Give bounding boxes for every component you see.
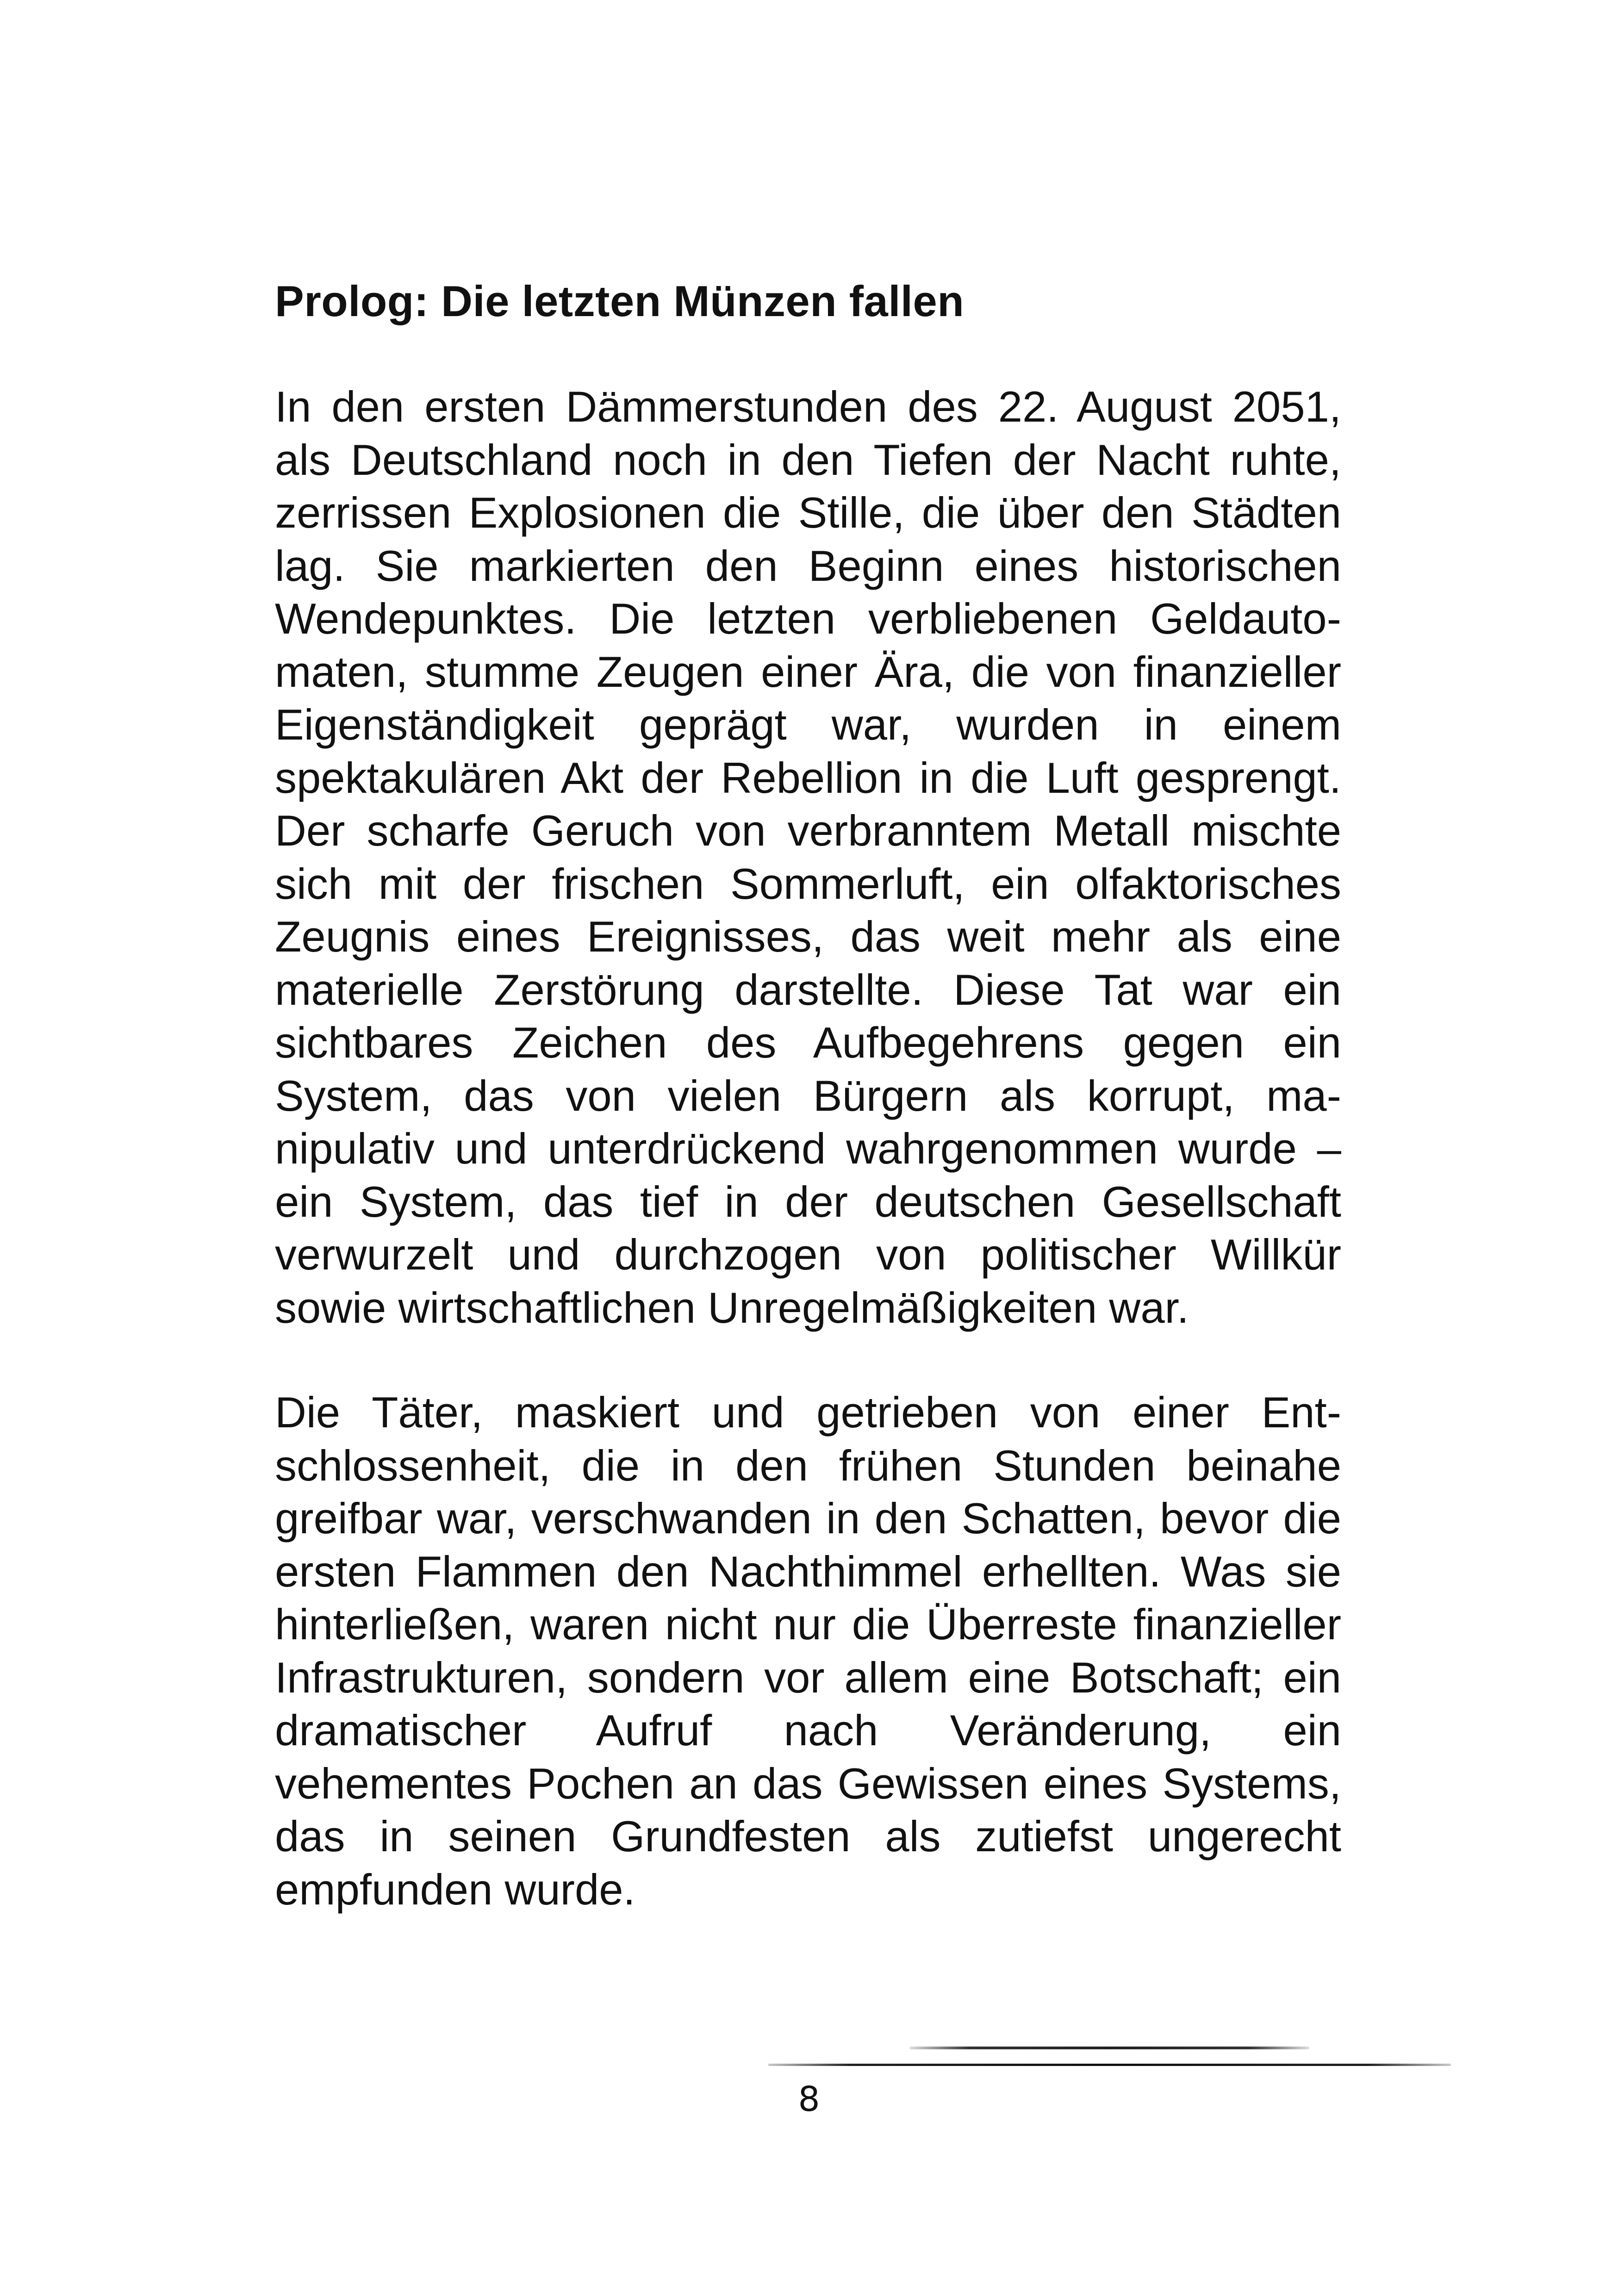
footer-rule-long <box>768 2064 1451 2066</box>
page-content <box>275 271 1341 1916</box>
paragraph-1: In den ersten Dämmerstunden des 22. August 2051, als Deutschland noch in den Tiefen der Nacht ruhte, zerrissen Explosionen die Stille, die über den Städten lag. Sie markierten den Beginn eines historischen Wendepunktes. Die letzten verbliebenen Geldautomaten, stumme Zeugen einer Ära, die von finanzieller Eigenständigkeit geprägt war, wurden in einem spektakulären Akt der Rebellion in die Luft gesprengt. Der scharfe Geruch von verbranntem Metall mischte sich mit der frischen Sommerluft, ein olfaktorisches Zeugnis eines Ereignisses, das weit mehr als eine materielle Zerstörung darstellte. Diese Tat war ein sichtbares Zeichen des Aufbegehrens gegen ein System, das von vielen Bürgern als korrupt, manipulativ und unterdrückend wahrgenommen wurde – ein System, das tief in der deutschen Gesellschaft verwurzelt und durchzogen von politischer Willkür sowie wirtschaftlichen Unregelmäßigkeiten war. <box>275 382 1341 1332</box>
page-number: 8 <box>798 2079 820 2119</box>
paragraph-2: Die Täter, maskiert und getrieben von einer Entschlossenheit, die in den frühen Stunden beinahe greifbar war, verschwanden in den Schatten, bevor die ersten Flammen den Nachthimmel erhellten. Was sie hinterließen, waren nicht nur die Überreste finanzieller Infrastrukturen, sondern vor allem eine Botschaft; ein dramatischer Aufruf nach Veränderung, ein vehementes Pochen an das Gewissen eines Systems, das in seinen Grundfesten als zutiefst ungerecht empfunden wurde. <box>275 1388 1341 1914</box>
footer-rule-short <box>909 2047 1309 2049</box>
chapter-title: Prolog: Die letzten Münzen fallen <box>275 277 965 325</box>
